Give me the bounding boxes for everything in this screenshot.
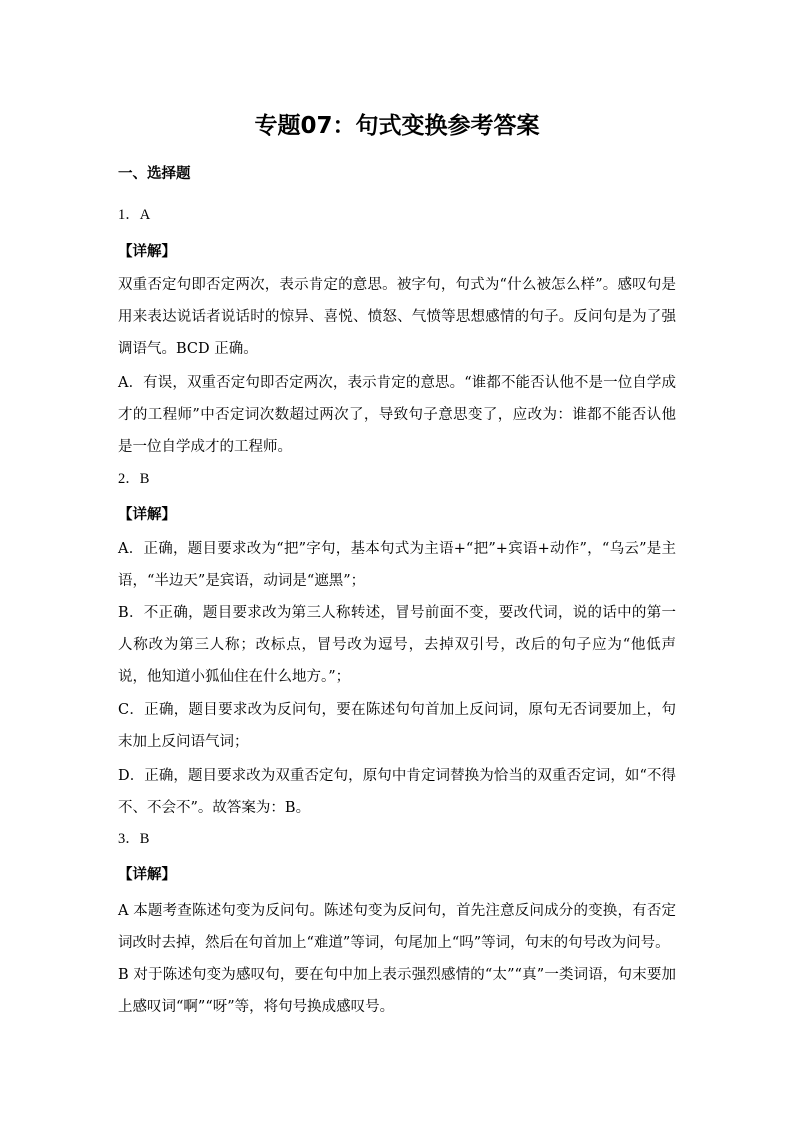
- question-2-paragraph-2: B．不正确，题目要求改为第三人称转述，冒号前面不变，要改代词，说的话中的第一人称改为第三人称；改标点，冒号改为逗号，去掉双引号，改后的句子应为“他低声说，他知道小狐仙住在什么地方。”；: [118, 605, 676, 685]
- section-heading: 一、选择题: [118, 166, 191, 182]
- question-2-paragraph-1: A．正确，题目要求改为“把”字句，基本句式为主语+“把”+宾语+动作”，“乌云”是主语，“半边天”是宾语，动词是“遮黑”；: [118, 541, 676, 589]
- question-2-paragraph-4: D．正确，题目要求改为双重否定句，原句中肯定词替换为恰当的双重否定词，如“不得不、不会不”。故答案为：B。: [118, 768, 676, 816]
- question-2-number: 2．B: [118, 471, 150, 487]
- question-1-number: 1．A: [118, 207, 151, 223]
- question-2-paragraph-3: C．正确，题目要求改为反问句，要在陈述句句首加上反问词，原句无否词要加上，句末加上反问语气词；: [118, 702, 676, 750]
- question-2-detail-label: 【详解】: [118, 507, 176, 523]
- question-1-detail-label: 【详解】: [118, 244, 176, 260]
- page-title: 专题07：句式变换参考答案: [254, 113, 540, 139]
- question-3-paragraph-2: B 对于陈述句变为感叹句，要在句中加上表示强烈感情的“太”“真”一类词语，句末要加上感叹词“啊”“呀”等，将句号换成感叹号。: [118, 967, 676, 1015]
- question-3-detail-label: 【详解】: [118, 867, 176, 883]
- question-1-paragraph-1: 双重否定句即否定两次，表示肯定的意思。被字句，句式为“什么被怎么样”。感叹句是用来表达说话者说话时的惊异、喜悦、愤怒、气愤等思想感情的句子。反问句是为了强调语气。BCD 正确。: [118, 277, 676, 357]
- question-1-paragraph-2: A．有误，双重否定句即否定两次，表示肯定的意思。“谁都不能否认他不是一位自学成才的工程师”中否定词次数超过两次了，导致句子意思变了，应改为：谁都不能否认他是一位自学成才的工程师。: [118, 375, 676, 455]
- question-3-paragraph-1: A 本题考查陈述句变为反问句。陈述句变为反问句，首先注意反问成分的变换，有否定词改时去掉，然后在句首加上“难道”等词，句尾加上“吗”等词，句末的句号改为问号。: [118, 903, 676, 951]
- question-3-number: 3．B: [118, 831, 150, 847]
